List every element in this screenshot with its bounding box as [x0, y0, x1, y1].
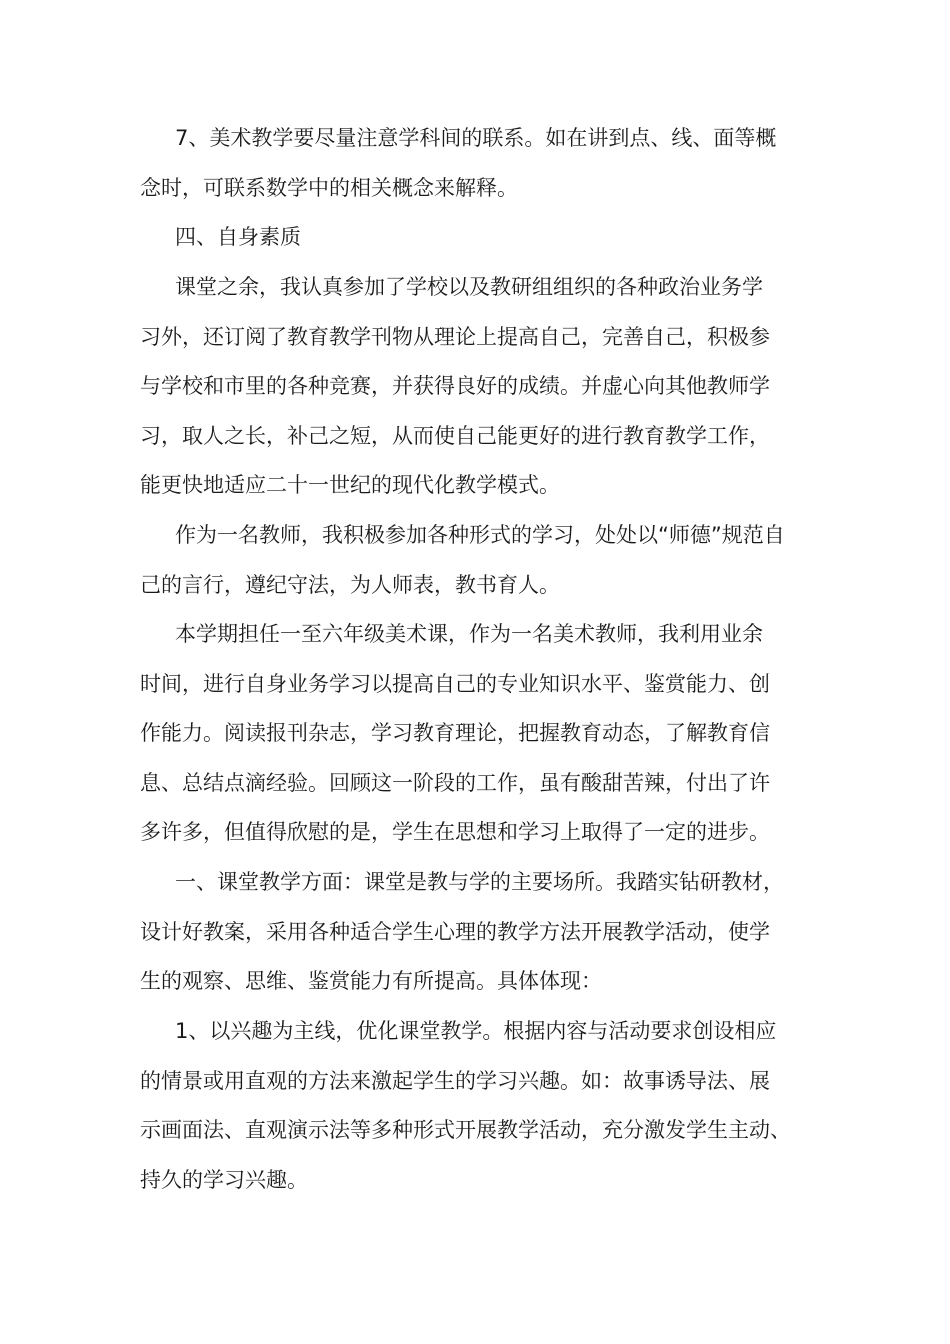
paragraph-classroom-teaching: [140, 858, 784, 1007]
text-line: 息、总结点滴经验。回顾这一阶段的工作，虽有酸甜苦辣，付出了许: [140, 770, 770, 795]
text-line: 己的言行，遵纪守法，为人师表，教书育人。: [140, 572, 560, 597]
text-line: 多许多，但值得欣慰的是，学生在思想和学习上取得了一定的进步。: [140, 820, 770, 844]
text-line: 示画面法、直观演示法等多种形式开展教学活动，充分激发学生主动、: [140, 1118, 791, 1142]
text-line: 时间，进行自身业务学习以提高自己的专业知识水平、鉴赏能力、创: [140, 671, 770, 696]
text-line: 与学校和市里的各种竞赛，并获得良好的成绩。并虚心向其他教师学: [140, 374, 770, 398]
paragraph-interest-mainline: [140, 1007, 791, 1205]
text-line: 念时，可联系数学中的相关概念来解释。: [140, 175, 518, 200]
text-line: 作为一名教师，我积极参加各种形式的学习，处处以“师德”规范自: [175, 523, 785, 547]
text-line: 一、课堂教学方面：课堂是教与学的主要场所。我踏实钻研教材，: [175, 870, 784, 894]
text-line: 本学期担任一至六年级美术课，作为一名美术教师，我利用业余: [175, 622, 763, 646]
paragraph-art-interdisciplinary: [140, 114, 776, 213]
text-line: 作能力。阅读报刊杂志，学习教育理论，把握教育动态，了解教育信: [140, 721, 770, 745]
paragraph-semester-work: [140, 610, 770, 858]
text-line: 1、以兴趣为主线，优化课堂教学。根据内容与活动要求创设相应: [175, 1019, 777, 1043]
paragraph-after-class-study: [140, 263, 770, 511]
text-line: 习外，还订阅了教育教学刊物从理论上提高自己，完善自己，积极参: [140, 324, 770, 349]
text-line: 四、自身素质: [175, 225, 301, 249]
text-line: 课堂之余，我认真参加了学校以及教研组组织的各种政治业务学: [175, 275, 763, 299]
text-line: 持久的学习兴趣。: [140, 1167, 308, 1192]
text-line: 习，取人之长，补己之短，从而使自己能更好的进行教育教学工作，: [140, 423, 770, 448]
text-line: 的情景或用直观的方法来激起学生的学习兴趣。如：故事诱导法、展: [140, 1068, 770, 1093]
text-line: 7、美术教学要尽量注意学科间的联系。如在讲到点、线、面等概: [175, 126, 777, 150]
text-line: 能更快地适应二十一世纪的现代化教学模式。: [140, 473, 560, 497]
paragraph-teacher-ethics: [140, 511, 785, 610]
section-heading-self-quality: [140, 213, 301, 263]
text-line: 生的观察、思维、鉴赏能力有所提高。具体体现：: [140, 969, 602, 993]
text-line: 设计好教案，采用各种适合学生心理的教学方法开展教学活动，使学: [140, 919, 770, 944]
